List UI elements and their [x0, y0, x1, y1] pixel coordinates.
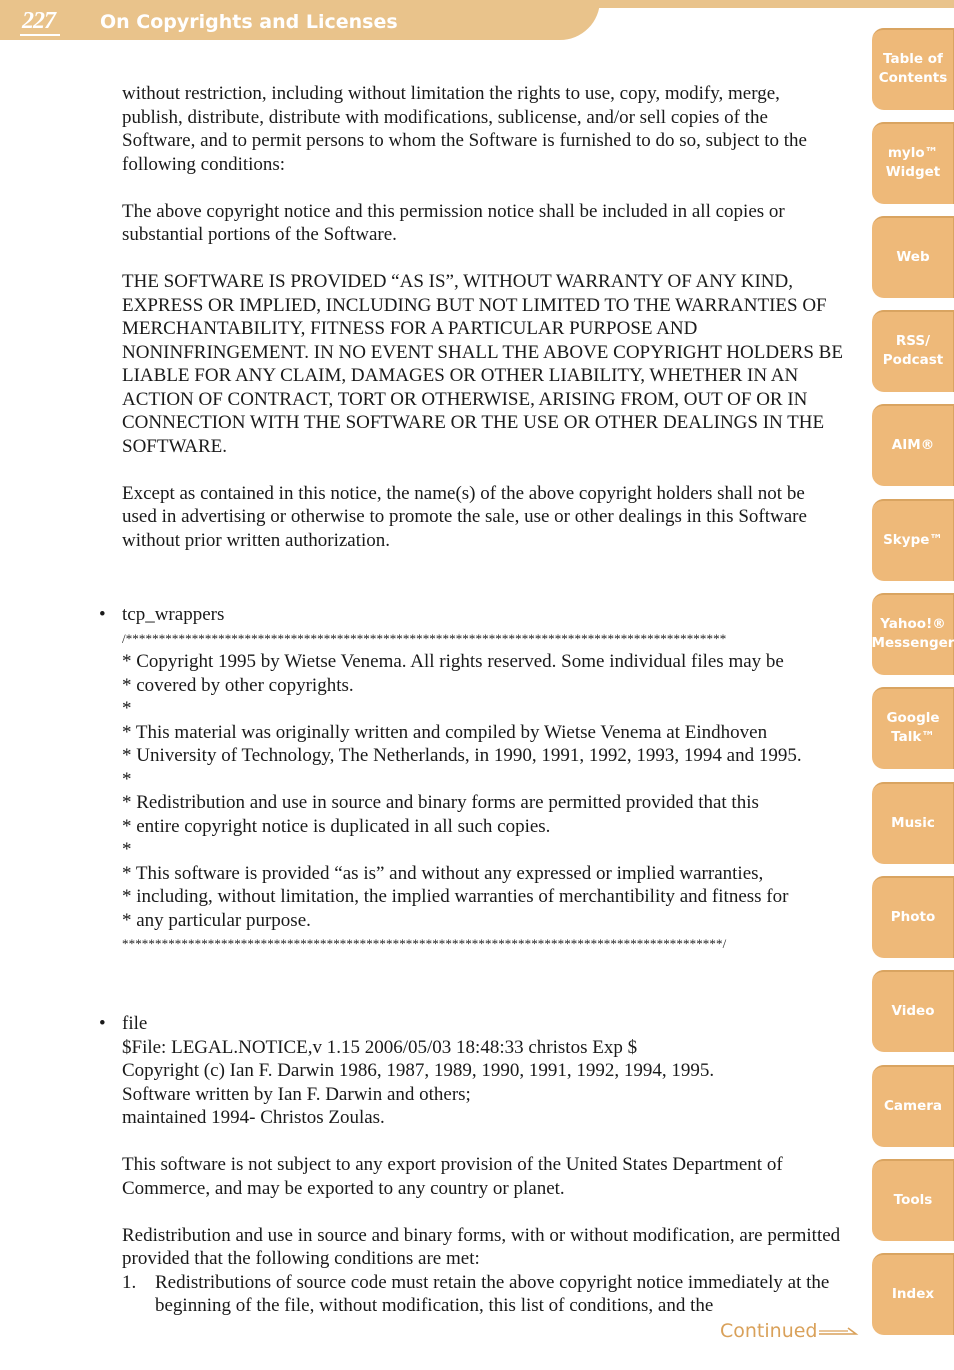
continued-link[interactable]: Continued: [720, 1320, 818, 1342]
comment-line: *******************************************************************************************/: [122, 936, 727, 951]
tab-google-talk[interactable]: Google Talk™: [872, 687, 954, 769]
comment-line: * University of Technology, The Netherlands, in 1990, 1991, 1992, 1993, 1994 and 1995.: [122, 745, 802, 766]
license-item-tcp-wrappers: [99, 603, 844, 956]
tab-table-of-contents[interactable]: Table of Contents: [872, 28, 954, 110]
comment-line: *: [122, 768, 132, 790]
tab-skype[interactable]: Skype™: [872, 499, 954, 581]
tab-web[interactable]: Web: [872, 216, 954, 298]
tab-video[interactable]: Video: [872, 970, 954, 1052]
tab-tools[interactable]: Tools: [872, 1159, 954, 1241]
comment-line: * entire copyright notice is duplicated in all such copies.: [122, 815, 551, 837]
intro-paragraph: Except as contained in this notice, the name(s) of the above copyright holders shall not be used in advertising or otherwise to promote the sale, use or other dealings in this Software without prior written authorization.: [122, 482, 807, 551]
tab-rss-podcast[interactable]: RSS/ Podcast: [872, 310, 954, 392]
tab-aim[interactable]: AIM®: [872, 404, 954, 486]
comment-line: * covered by other copyrights.: [122, 674, 354, 696]
tab-camera[interactable]: Camera: [872, 1065, 954, 1147]
tab-mylo-widget[interactable]: mylo™ Widget: [872, 122, 954, 204]
license-line: maintained 1994- Christos Zoulas.: [122, 1107, 385, 1128]
page-title: On Copyrights and Licenses: [100, 11, 398, 33]
license-title: file: [122, 1013, 148, 1034]
page-number-underline: [20, 34, 60, 36]
intro-paragraph: without restriction, including without limitation the rights to use, copy, modify, merge, publish, distribute, distribute with modifications, sublicense, and/or sell copies of the Software, and to permit persons to whom the Software is furnished to do so, subject to the following conditions:: [122, 83, 807, 175]
document-body: [99, 82, 844, 1318]
tab-music[interactable]: Music: [872, 782, 954, 864]
intro-paragraph: The above copyright notice and this permission notice shall be included in all copies or substantial portions of the Software.: [122, 200, 785, 245]
comment-line: * Copyright 1995 by Wietse Venema. All rights reserved. Some individual files may be: [122, 651, 784, 672]
tab-yahoo-messenger[interactable]: Yahoo!® Messenger: [872, 593, 954, 675]
comment-line: * any particular purpose.: [122, 909, 311, 931]
license-line: Software written by Ian F. Darwin and others;: [122, 1083, 471, 1105]
tab-index[interactable]: Index: [872, 1253, 954, 1335]
license-item-file: [99, 1012, 844, 1318]
numbered-condition: [122, 1271, 844, 1318]
warranty-disclaimer: THE SOFTWARE IS PROVIDED “AS IS”, WITHOUT WARRANTY OF ANY KIND, EXPRESS OR IMPLIED, INCLUDING BUT NOT LIMITED TO THE WARRANTIES OF MERCHANTABILITY, FITNESS FOR A PARTICULAR PURPOSE AND NONINFRINGEMENT. IN NO EVENT SHALL THE ABOVE COPYRIGHT HOLDERS BE LIABLE FOR ANY CLAIM, DAMAGES OR OTHER LIABILITY, WHETHER IN AN ACTION OF CONTRACT, TORT OR OTHERWISE, ARISING FROM, OUT OF OR IN CONNECTION WITH THE SOFTWARE OR THE USE OR OTHER DEALINGS IN THE SOFTWARE.: [122, 271, 843, 457]
page-number: 227: [22, 8, 55, 34]
comment-line: * This software is provided “as is” and without any expressed or implied warranties,: [122, 862, 764, 884]
condition-number: 1.: [122, 1271, 137, 1293]
bullet: •: [99, 604, 106, 625]
license-line: Copyright (c) Ian F. Darwin 1986, 1987, 1989, 1990, 1991, 1992, 1994, 1995.: [122, 1060, 715, 1081]
comment-line: *: [122, 698, 132, 719]
comment-line: * This material was originally written and compiled by Wietse Venema at Eindhoven: [122, 721, 768, 743]
export-paragraph: This software is not subject to any export provision of the United States Department of Commerce, and may be exported to any country or planet.: [122, 1154, 783, 1199]
continued-arrow-icon: [818, 1326, 860, 1338]
license-title: tcp_wrappers: [122, 604, 225, 625]
condition-text: Redistributions of source code must retain the above copyright notice immediately at the beginning of the file, without modification, this list of conditions, and the: [155, 1271, 830, 1316]
comment-line: * including, without limitation, the implied warranties of merchantibility and fitness for: [122, 886, 789, 907]
redistribution-paragraph: Redistribution and use in source and binary forms, with or without modification, are permitted provided that the following conditions are met:: [122, 1224, 841, 1269]
license-line: $File: LEGAL.NOTICE,v 1.15 2006/05/03 18:48:33 christos Exp $: [122, 1036, 638, 1058]
comment-line: * Redistribution and use in source and binary forms are permitted provided that this: [122, 792, 759, 813]
comment-line: /*******************************************************************************************: [122, 630, 727, 646]
tab-photo[interactable]: Photo: [872, 876, 954, 958]
header-strip: [560, 0, 954, 8]
comment-line: *: [122, 839, 132, 860]
bullet: •: [99, 1013, 106, 1034]
